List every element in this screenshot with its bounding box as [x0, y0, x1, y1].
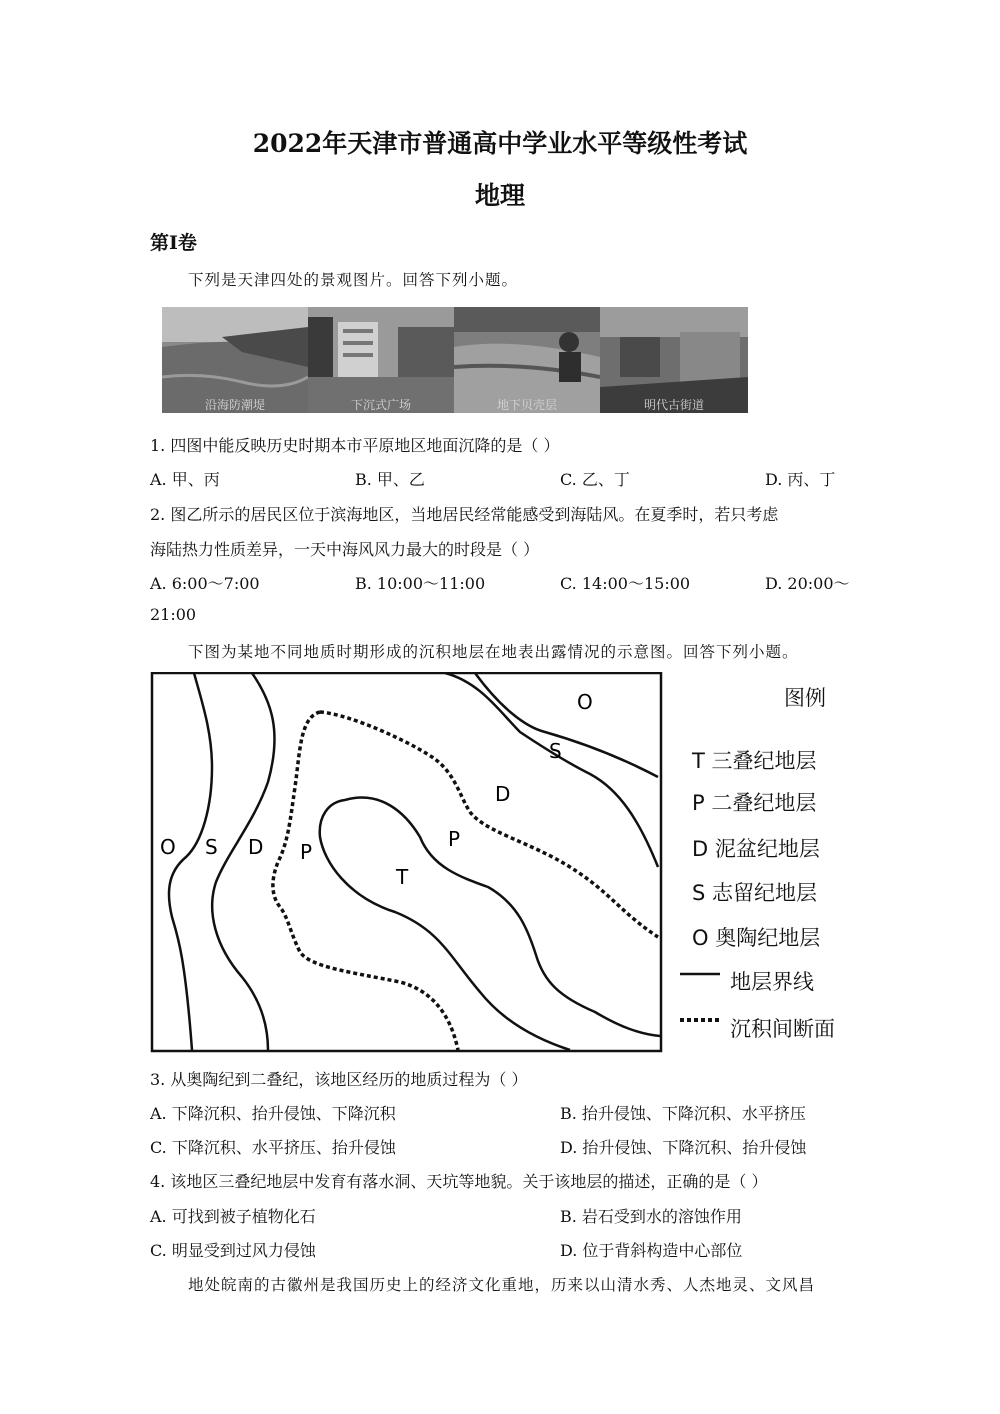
q3-option-c: C. 下降沉积、水平挤压、抬升侵蚀 [150, 1138, 396, 1157]
group3-intro: 地处皖南的古徽州是我国历史上的经济文化重地，历来以山清水秀、人杰地灵、文风昌 [188, 1276, 816, 1294]
question-2-stem-line2: 海陆热力性质差异，一天中海风风力最大的时段是（ ） [150, 540, 540, 559]
seawall-photo [162, 307, 308, 413]
landscape-photos [162, 307, 748, 413]
section-label: 第I卷 [150, 232, 197, 254]
question-2-stem-line1: 2. 图乙所示的居民区位于滨海地区，当地居民经常能感受到海陆风。在夏季时，若只考虑 [150, 505, 779, 524]
q2-option-d: D. 20:00～ [765, 574, 850, 593]
legend-title: 图例 [784, 686, 826, 710]
q1-option-c: C. 乙、丁 [560, 470, 630, 489]
label-p-left: P [300, 840, 313, 864]
legend-dotted-line-icon [680, 1014, 722, 1026]
q2-option-a: A. 6:00～7:00 [150, 574, 260, 593]
label-p-right: P [448, 827, 461, 851]
shell-layer-photo [454, 307, 600, 413]
q2-option-b: B. 10:00～11:00 [355, 574, 486, 593]
label-d-right: D [495, 782, 511, 806]
ancient-street-photo [600, 307, 748, 413]
question-4-stem: 4. 该地区三叠纪地层中发育有落水洞、天坑等地貌。关于该地层的描述，正确的是（ ） [150, 1172, 768, 1191]
sunken-plaza-photo [308, 307, 454, 413]
q4-option-d: D. 位于背斜构造中心部位 [560, 1241, 743, 1260]
legend-ordovician: O 奥陶纪地层 [692, 926, 821, 950]
photo-caption: 明代古街道 [643, 398, 704, 412]
label-o-right: O [577, 690, 593, 714]
label-o-left: O [160, 835, 176, 859]
subject-title: 地理 [474, 181, 525, 210]
group1-intro: 下列是天津四处的景观图片。回答下列小题。 [188, 271, 519, 289]
q3-option-d: D. 抬升侵蚀、下降沉积、抬升侵蚀 [560, 1138, 807, 1157]
photo-caption: 沿海防潮堤 [204, 398, 265, 412]
q4-option-a: A. 可找到被子植物化石 [150, 1207, 316, 1226]
q1-option-d: D. 丙、丁 [765, 470, 836, 489]
q2-option-c: C. 14:00～15:00 [560, 574, 691, 593]
q4-option-b: B. 岩石受到水的溶蚀作用 [560, 1207, 742, 1226]
label-t: T [396, 865, 409, 889]
legend-permian: P 二叠纪地层 [692, 791, 817, 815]
question-1-stem: 1. 四图中能反映历史时期本市平原地区地面沉降的是（ ） [150, 436, 560, 455]
label-s-left: S [205, 835, 218, 859]
legend-solid-line-icon [680, 968, 722, 980]
q3-option-b: B. 抬升侵蚀、下降沉积、水平挤压 [560, 1104, 806, 1123]
legend-devonian: D 泥盆纪地层 [692, 837, 820, 861]
legend-triassic: T 三叠纪地层 [692, 749, 817, 773]
photo-caption: 下沉式广场 [350, 398, 411, 412]
q1-option-b: B. 甲、乙 [355, 470, 425, 489]
q4-option-c: C. 明显受到过风力侵蚀 [150, 1241, 316, 1260]
group2-intro: 下图为某地不同地质时期形成的沉积地层在地表出露情况的示意图。回答下列小题。 [188, 643, 799, 661]
q1-option-a: A. 甲、丙 [150, 470, 220, 489]
photo-caption: 地下贝壳层 [496, 398, 557, 412]
q2-option-d-continued: 21:00 [150, 605, 197, 624]
legend-silurian: S 志留纪地层 [692, 881, 818, 905]
q3-option-a: A. 下降沉积、抬升侵蚀、下降沉积 [150, 1104, 396, 1123]
question-3-stem: 3. 从奥陶纪到二叠纪，该地区经历的地质过程为（ ） [150, 1070, 528, 1089]
legend-unconformity: 沉积间断面 [730, 1017, 835, 1041]
label-d-left: D [248, 835, 264, 859]
geologic-map [150, 672, 665, 1054]
exam-title: 2022年天津市普通高中学业水平等级性考试 [252, 129, 748, 158]
legend-boundary: 地层界线 [730, 970, 814, 994]
label-s-right: S [549, 739, 562, 763]
